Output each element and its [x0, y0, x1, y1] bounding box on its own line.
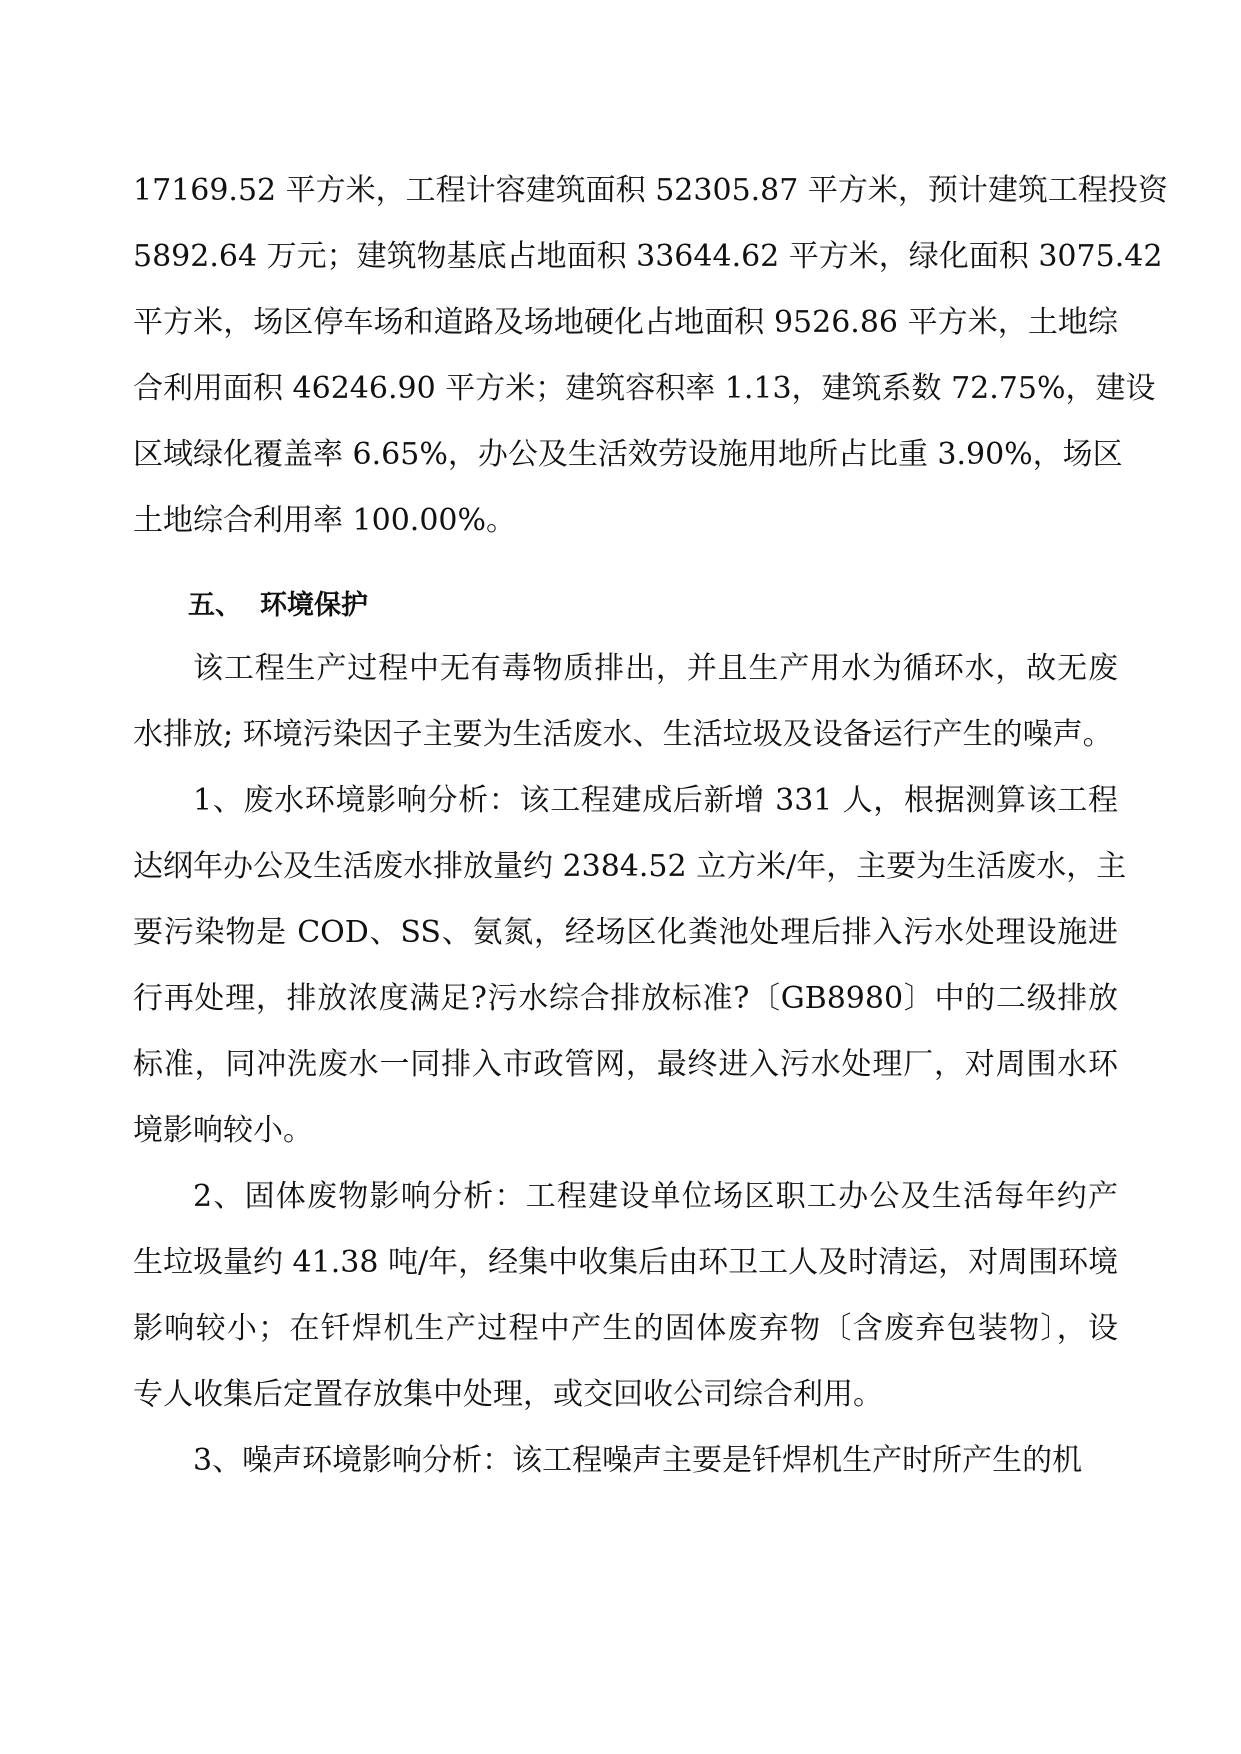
- text-line: 达纲年办公及生活废水排放量约 2384.52 立方米/年，主要为生活废水，主: [133, 849, 1127, 884]
- text-line: 水排放; 环境污染因子主要为生活废水、生活垃圾及设备运行产生的噪声。: [133, 717, 1113, 752]
- text-line: 3、噪声环境影响分析：该工程噪声主要是钎焊机生产时所产生的机: [193, 1443, 1083, 1478]
- text-line: 影响较小；在钎焊机生产过程中产生的固体废弃物〔含废弃包装物〕，设: [133, 1311, 1118, 1346]
- section-title: 环境保护: [260, 590, 368, 621]
- text-line: 2、固体废物影响分析：工程建设单位场区职工办公及生活每年约产: [193, 1179, 1118, 1214]
- section-number: 五、: [188, 590, 242, 621]
- text-line: 土地综合利用率 100.00%。: [133, 503, 517, 538]
- section-heading: [133, 576, 1118, 636]
- text-line: 要污染物是 COD、SS、氨氮，经场区化粪池处理后排入污水处理设施进: [133, 915, 1118, 950]
- text-line: 区域绿化覆盖率 6.65%，办公及生活效劳设施用地所占比重 3.90%，场区: [133, 437, 1123, 472]
- intro-paragraph: [133, 158, 1168, 554]
- paragraph-solid-waste: [133, 1164, 1118, 1428]
- paragraph-overview: [133, 636, 1118, 768]
- text-line: 境影响较小。: [133, 1113, 313, 1148]
- text-line: 1、废水环境影响分析：该工程建成后新增 331 人，根据测算该工程: [193, 783, 1118, 818]
- text-line: 该工程生产过程中无有毒物质排出，并且生产用水为循环水，故无废: [193, 651, 1118, 686]
- document-page: [133, 158, 1168, 1494]
- paragraph-wastewater: [133, 768, 1127, 1164]
- text-line: 合利用面积 46246.90 平方米；建筑容积率 1.13，建筑系数 72.75%，建设: [133, 371, 1156, 406]
- text-line: 平方米，场区停车场和道路及场地硬化占地面积 9526.86 平方米，土地综: [133, 305, 1118, 340]
- text-line: 17169.52 平方米，工程计容建筑面积 52305.87 平方米，预计建筑工程投资: [133, 173, 1168, 208]
- text-line: 5892.64 万元；建筑物基底占地面积 33644.62 平方米，绿化面积 3075.42: [133, 239, 1163, 274]
- text-line: 标准，同冲洗废水一同排入市政管网，最终进入污水处理厂，对周围水环: [133, 1047, 1118, 1082]
- text-line: 行再处理，排放浓度满足?污水综合排放标准?〔GB8980〕中的二级排放: [133, 981, 1118, 1016]
- paragraph-noise: [133, 1428, 1118, 1494]
- text-line: 生垃圾量约 41.38 吨/年，经集中收集后由环卫工人及时清运，对周围环境: [133, 1245, 1119, 1280]
- text-line: 专人收集后定置存放集中处理，或交回收公司综合利用。: [133, 1377, 883, 1412]
